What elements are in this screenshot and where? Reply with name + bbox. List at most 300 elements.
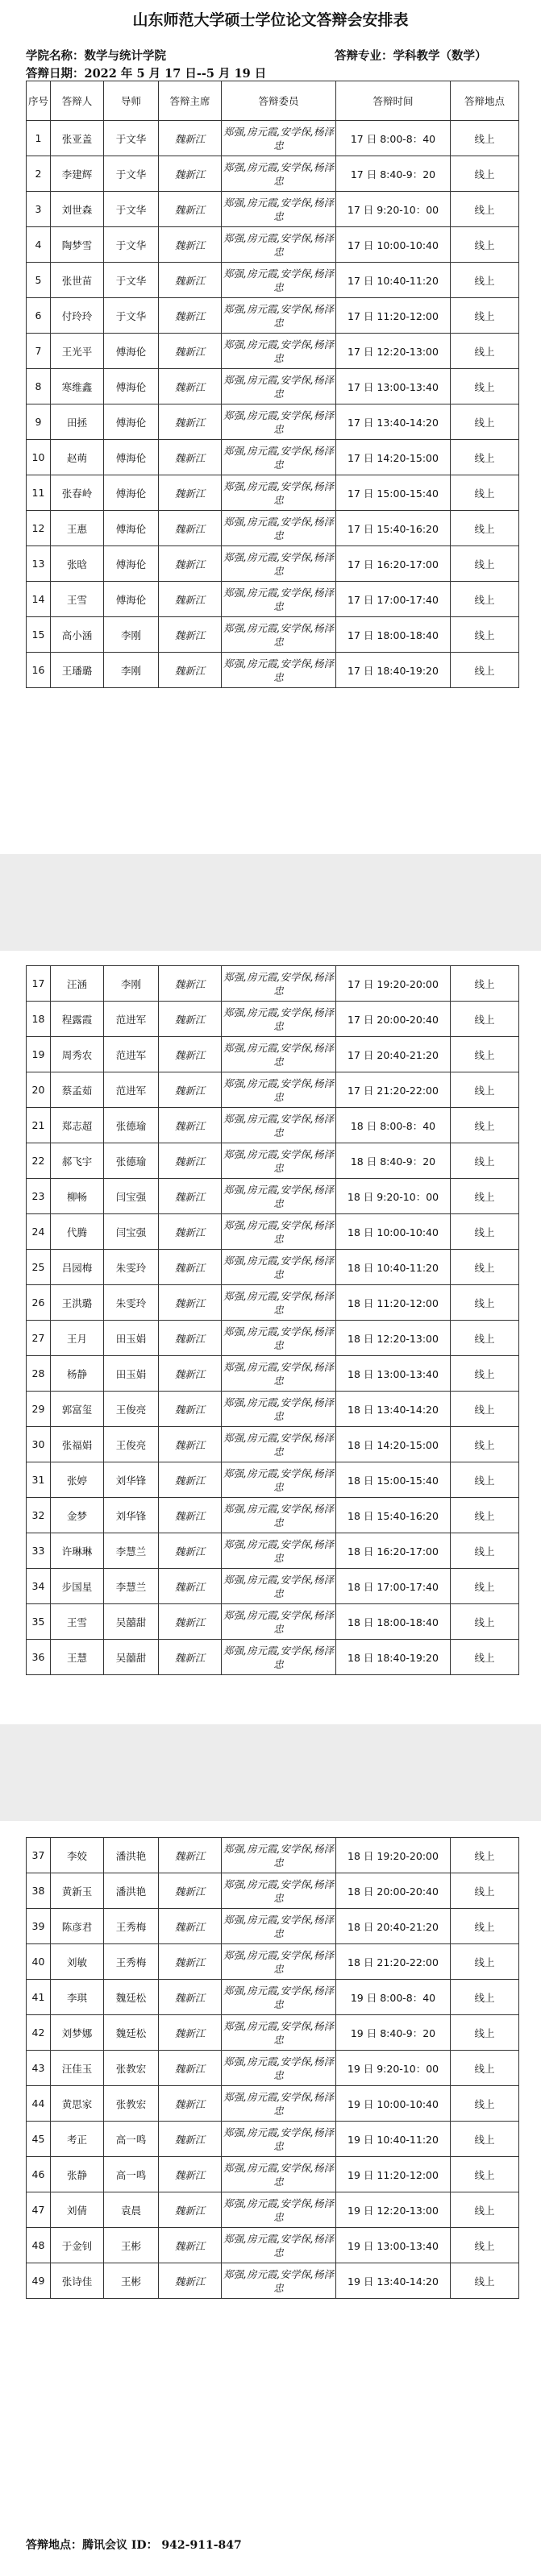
defense-time: 18 日 9:20-10：00: [336, 1179, 451, 1214]
table-row: [27, 263, 519, 298]
defense-place: 线上: [451, 1108, 519, 1143]
chair-name: 魏新江: [159, 2228, 222, 2263]
defense-time: 19 日 13:00-13:40: [336, 2228, 451, 2263]
committee-members: 郑强,房元霞,安学保,杨泽忠: [222, 1604, 336, 1640]
student-name: 王璠璐: [51, 653, 104, 688]
committee-members: 郑强,房元霞,安学保,杨泽忠: [222, 1873, 336, 1909]
defense-time: 17 日 10:40-11:20: [336, 263, 451, 298]
row-number: 49: [27, 2263, 51, 2299]
defense-time: 17 日 15:00-15:40: [336, 475, 451, 511]
defense-place: 线上: [451, 369, 519, 404]
student-name: 赵萌: [51, 440, 104, 475]
committee-members: 郑强,房元霞,安学保,杨泽忠: [222, 2051, 336, 2086]
defense-time: 18 日 17:00-17:40: [336, 1569, 451, 1604]
chair-name: 魏新江: [159, 369, 222, 404]
committee-members: 郑强,房元霞,安学保,杨泽忠: [222, 298, 336, 334]
committee-members: 郑强,房元霞,安学保,杨泽忠: [222, 1002, 336, 1037]
table-row: [27, 440, 519, 475]
student-name: 张静: [51, 2157, 104, 2192]
advisor-name: 张教宏: [104, 2086, 159, 2122]
defense-time: 17 日 9:20-10：00: [336, 192, 451, 227]
committee-members: 郑强,房元霞,安学保,杨泽忠: [222, 1640, 336, 1675]
defense-place: 线上: [451, 227, 519, 263]
row-number: 21: [27, 1108, 51, 1143]
defense-place: 线上: [451, 156, 519, 192]
advisor-name: 傅海伦: [104, 582, 159, 617]
defense-time: 17 日 8:00-8：40: [336, 121, 451, 156]
table-row: [27, 298, 519, 334]
advisor-name: 傅海伦: [104, 440, 159, 475]
defense-place: 线上: [451, 2122, 519, 2157]
defense-place: 线上: [451, 440, 519, 475]
row-number: 43: [27, 2051, 51, 2086]
chair-name: 魏新江: [159, 1214, 222, 1250]
student-name: 陈彦君: [51, 1909, 104, 1944]
defense-time: 17 日 14:20-15:00: [336, 440, 451, 475]
advisor-name: 魏廷松: [104, 2015, 159, 2051]
defense-time: 17 日 10:00-10:40: [336, 227, 451, 263]
chair-name: 魏新江: [159, 1980, 222, 2015]
table-row: [27, 653, 519, 688]
row-number: 32: [27, 1498, 51, 1533]
committee-members: 郑强,房元霞,安学保,杨泽忠: [222, 192, 336, 227]
student-name: 李姣: [51, 1838, 104, 1873]
row-number: 1: [27, 121, 51, 156]
row-number: 27: [27, 1321, 51, 1356]
advisor-name: 潘洪艳: [104, 1838, 159, 1873]
chair-name: 魏新江: [159, 653, 222, 688]
defense-time: 18 日 11:20-12:00: [336, 1285, 451, 1321]
committee-members: 郑强,房元霞,安学保,杨泽忠: [222, 440, 336, 475]
chair-name: 魏新江: [159, 1462, 222, 1498]
advisor-name: 朱雯玲: [104, 1250, 159, 1285]
defense-time: 17 日 18:40-19:20: [336, 653, 451, 688]
student-name: 程露霞: [51, 1002, 104, 1037]
chair-name: 魏新江: [159, 1427, 222, 1462]
row-number: 10: [27, 440, 51, 475]
row-number: 20: [27, 1072, 51, 1108]
table-row: [27, 1002, 519, 1037]
row-number: 44: [27, 2086, 51, 2122]
student-name: 代腾: [51, 1214, 104, 1250]
document-title: 山东师范大学硕士学位论文答辩会安排表: [132, 11, 409, 29]
advisor-name: 王彬: [104, 2263, 159, 2299]
student-name: 柳畅: [51, 1179, 104, 1214]
chair-name: 魏新江: [159, 1909, 222, 1944]
student-name: 张诗佳: [51, 2263, 104, 2299]
committee-members: 郑强,房元霞,安学保,杨泽忠: [222, 2015, 336, 2051]
student-name: 王惠: [51, 511, 104, 546]
table-row: [27, 617, 519, 653]
page-gap: [0, 854, 541, 951]
row-number: 25: [27, 1250, 51, 1285]
row-number: 22: [27, 1143, 51, 1179]
table-row: [27, 1392, 519, 1427]
chair-name: 魏新江: [159, 1143, 222, 1179]
advisor-name: 李刚: [104, 966, 159, 1002]
advisor-name: 傅海伦: [104, 334, 159, 369]
student-name: 王慧: [51, 1640, 104, 1675]
advisor-name: 袁晨: [104, 2192, 159, 2228]
chair-name: 魏新江: [159, 1108, 222, 1143]
defense-time: 17 日 20:40-21:20: [336, 1037, 451, 1072]
row-number: 23: [27, 1179, 51, 1214]
chair-name: 魏新江: [159, 511, 222, 546]
table-row: [27, 1640, 519, 1675]
table-row: [27, 546, 519, 582]
advisor-name: 吴囍甜: [104, 1604, 159, 1640]
student-name: 张婷: [51, 1462, 104, 1498]
student-name: 李琪: [51, 1980, 104, 2015]
student-name: 许琳琳: [51, 1533, 104, 1569]
defense-time: 17 日 17:00-17:40: [336, 582, 451, 617]
table-row: [27, 404, 519, 440]
row-number: 18: [27, 1002, 51, 1037]
advisor-name: 李慧兰: [104, 1569, 159, 1604]
defense-time: 19 日 8:40-9：20: [336, 2015, 451, 2051]
chair-name: 魏新江: [159, 2157, 222, 2192]
table-row: [27, 369, 519, 404]
student-name: 郭富玺: [51, 1392, 104, 1427]
student-name: 杨静: [51, 1356, 104, 1392]
row-number: 14: [27, 582, 51, 617]
defense-place: 线上: [451, 2228, 519, 2263]
row-number: 8: [27, 369, 51, 404]
advisor-name: 张德瑜: [104, 1143, 159, 1179]
committee-members: 郑强,房元霞,安学保,杨泽忠: [222, 404, 336, 440]
defense-time: 18 日 18:40-19:20: [336, 1640, 451, 1675]
committee-members: 郑强,房元霞,安学保,杨泽忠: [222, 1321, 336, 1356]
defense-place: 线上: [451, 1250, 519, 1285]
student-name: 张晗: [51, 546, 104, 582]
defense-place: 线上: [451, 1640, 519, 1675]
defense-place: 线上: [451, 2086, 519, 2122]
defense-time: 19 日 10:00-10:40: [336, 2086, 451, 2122]
table-row: [27, 1356, 519, 1392]
committee-members: 郑强,房元霞,安学保,杨泽忠: [222, 227, 336, 263]
student-name: 金梦: [51, 1498, 104, 1533]
advisor-name: 范进军: [104, 1037, 159, 1072]
chair-name: 魏新江: [159, 1498, 222, 1533]
row-number: 30: [27, 1427, 51, 1462]
advisor-name: 傅海伦: [104, 369, 159, 404]
student-name: 吕园梅: [51, 1250, 104, 1285]
committee-members: 郑强,房元霞,安学保,杨泽忠: [222, 1980, 336, 2015]
student-name: 于金钊: [51, 2228, 104, 2263]
defense-place: 线上: [451, 1321, 519, 1356]
student-name: 刘倩: [51, 2192, 104, 2228]
defense-place: 线上: [451, 1498, 519, 1533]
advisor-name: 闫宝强: [104, 1179, 159, 1214]
row-number: 47: [27, 2192, 51, 2228]
chair-name: 魏新江: [159, 298, 222, 334]
chair-name: 魏新江: [159, 1179, 222, 1214]
chair-name: 魏新江: [159, 1037, 222, 1072]
table-row: [27, 966, 519, 1002]
table-row: [27, 1037, 519, 1072]
committee-members: 郑强,房元霞,安学保,杨泽忠: [222, 2122, 336, 2157]
student-name: 王月: [51, 1321, 104, 1356]
row-number: 17: [27, 966, 51, 1002]
student-name: 刘梦娜: [51, 2015, 104, 2051]
student-name: 黄思家: [51, 2086, 104, 2122]
chair-name: 魏新江: [159, 1944, 222, 1980]
advisor-name: 魏廷松: [104, 1980, 159, 2015]
table-row: [27, 1427, 519, 1462]
header-advisor: 导师: [104, 81, 159, 121]
advisor-name: 范进军: [104, 1072, 159, 1108]
row-number: 13: [27, 546, 51, 582]
chair-name: 魏新江: [159, 334, 222, 369]
defense-place: 线上: [451, 1980, 519, 2015]
advisor-name: 王俊亮: [104, 1427, 159, 1462]
advisor-name: 傅海伦: [104, 475, 159, 511]
table-row: [27, 121, 519, 156]
committee-members: 郑强,房元霞,安学保,杨泽忠: [222, 1214, 336, 1250]
row-number: 3: [27, 192, 51, 227]
student-name: 汪佳玉: [51, 2051, 104, 2086]
table-row: [27, 1980, 519, 2015]
defense-time: 19 日 13:40-14:20: [336, 2263, 451, 2299]
table-row: [27, 2051, 519, 2086]
student-name: 张世苗: [51, 263, 104, 298]
committee-members: 郑强,房元霞,安学保,杨泽忠: [222, 475, 336, 511]
advisor-name: 于文华: [104, 227, 159, 263]
committee-members: 郑强,房元霞,安学保,杨泽忠: [222, 1108, 336, 1143]
defense-time: 18 日 20:00-20:40: [336, 1873, 451, 1909]
row-number: 5: [27, 263, 51, 298]
chair-name: 魏新江: [159, 156, 222, 192]
defense-time: 18 日 15:00-15:40: [336, 1462, 451, 1498]
committee-members: 郑强,房元霞,安学保,杨泽忠: [222, 334, 336, 369]
student-name: 王雪: [51, 1604, 104, 1640]
table-row: [27, 1250, 519, 1285]
committee-members: 郑强,房元霞,安学保,杨泽忠: [222, 1498, 336, 1533]
row-number: 34: [27, 1569, 51, 1604]
defense-place: 线上: [451, 1462, 519, 1498]
chair-name: 魏新江: [159, 121, 222, 156]
chair-name: 魏新江: [159, 546, 222, 582]
chair-name: 魏新江: [159, 2122, 222, 2157]
advisor-name: 王秀梅: [104, 1909, 159, 1944]
table-row: [27, 2192, 519, 2228]
row-number: 45: [27, 2122, 51, 2157]
advisor-name: 王俊亮: [104, 1392, 159, 1427]
defense-time: 17 日 19:20-20:00: [336, 966, 451, 1002]
chair-name: 魏新江: [159, 404, 222, 440]
row-number: 42: [27, 2015, 51, 2051]
student-name: 王洪璐: [51, 1285, 104, 1321]
defense-time: 17 日 11:20-12:00: [336, 298, 451, 334]
committee-members: 郑强,房元霞,安学保,杨泽忠: [222, 617, 336, 653]
table-row: [27, 1143, 519, 1179]
student-name: 李建辉: [51, 156, 104, 192]
defense-date: 答辩日期：2022 年 5 月 17 日--5 月 19 日: [26, 67, 267, 81]
advisor-name: 刘华锋: [104, 1498, 159, 1533]
schedule-table-page-2: [26, 965, 519, 1675]
committee-members: 郑强,房元霞,安学保,杨泽忠: [222, 546, 336, 582]
defense-time: 18 日 19:20-20:00: [336, 1838, 451, 1873]
committee-members: 郑强,房元霞,安学保,杨泽忠: [222, 1838, 336, 1873]
row-number: 37: [27, 1838, 51, 1873]
defense-place: 线上: [451, 1533, 519, 1569]
advisor-name: 于文华: [104, 192, 159, 227]
committee-members: 郑强,房元霞,安学保,杨泽忠: [222, 1944, 336, 1980]
defense-place: 线上: [451, 2263, 519, 2299]
student-name: 汪涵: [51, 966, 104, 1002]
advisor-name: 张教宏: [104, 2051, 159, 2086]
defense-time: 17 日 12:20-13:00: [336, 334, 451, 369]
student-name: 寒维鑫: [51, 369, 104, 404]
defense-major: 答辩专业：学科教学（数学）: [335, 49, 487, 63]
table-row: [27, 1604, 519, 1640]
committee-members: 郑强,房元霞,安学保,杨泽忠: [222, 966, 336, 1002]
advisor-name: 田玉娟: [104, 1356, 159, 1392]
defense-place: 线上: [451, 511, 519, 546]
committee-members: 郑强,房元霞,安学保,杨泽忠: [222, 156, 336, 192]
row-number: 24: [27, 1214, 51, 1250]
advisor-name: 于文华: [104, 121, 159, 156]
defense-time: 18 日 13:40-14:20: [336, 1392, 451, 1427]
chair-name: 魏新江: [159, 1321, 222, 1356]
defense-place: 线上: [451, 2015, 519, 2051]
table-row: [27, 1498, 519, 1533]
chair-name: 魏新江: [159, 192, 222, 227]
table-row: [27, 1533, 519, 1569]
row-number: 26: [27, 1285, 51, 1321]
defense-time: 17 日 13:40-14:20: [336, 404, 451, 440]
advisor-name: 于文华: [104, 156, 159, 192]
defense-time: 19 日 11:20-12:00: [336, 2157, 451, 2192]
table-row: [27, 1944, 519, 1980]
defense-time: 19 日 12:20-13:00: [336, 2192, 451, 2228]
college-name: 学院名称：数学与统计学院: [26, 49, 166, 63]
chair-name: 魏新江: [159, 1072, 222, 1108]
defense-time: 18 日 21:20-22:00: [336, 1944, 451, 1980]
meeting-location-note: 答辩地点：腾讯会议 ID： 942-911-847: [26, 2539, 242, 2552]
defense-place: 线上: [451, 1838, 519, 1873]
header-chair: 答辩主席: [159, 81, 222, 121]
header-student: 答辩人: [51, 81, 104, 121]
student-name: 陶梦雪: [51, 227, 104, 263]
chair-name: 魏新江: [159, 440, 222, 475]
advisor-name: 高一鸣: [104, 2122, 159, 2157]
defense-place: 线上: [451, 121, 519, 156]
header-number: 序号: [27, 81, 51, 121]
header-members: 答辩委员: [222, 81, 336, 121]
table-row: [27, 1214, 519, 1250]
committee-members: 郑强,房元霞,安学保,杨泽忠: [222, 1427, 336, 1462]
defense-place: 线上: [451, 1392, 519, 1427]
student-name: 刘世森: [51, 192, 104, 227]
advisor-name: 于文华: [104, 298, 159, 334]
committee-members: 郑强,房元霞,安学保,杨泽忠: [222, 1250, 336, 1285]
chair-name: 魏新江: [159, 2015, 222, 2051]
defense-time: 17 日 13:00-13:40: [336, 369, 451, 404]
student-name: 张亚盖: [51, 121, 104, 156]
defense-time: 18 日 8:40-9：20: [336, 1143, 451, 1179]
defense-time: 18 日 20:40-21:20: [336, 1909, 451, 1944]
defense-place: 线上: [451, 1604, 519, 1640]
advisor-name: 潘洪艳: [104, 1873, 159, 1909]
student-name: 张春岭: [51, 475, 104, 511]
committee-members: 郑强,房元霞,安学保,杨泽忠: [222, 1533, 336, 1569]
chair-name: 魏新江: [159, 617, 222, 653]
student-name: 周秀农: [51, 1037, 104, 1072]
student-name: 步国星: [51, 1569, 104, 1604]
chair-name: 魏新江: [159, 2263, 222, 2299]
chair-name: 魏新江: [159, 1569, 222, 1604]
defense-time: 18 日 16:20-17:00: [336, 1533, 451, 1569]
committee-members: 郑强,房元霞,安学保,杨泽忠: [222, 2157, 336, 2192]
committee-members: 郑强,房元霞,安学保,杨泽忠: [222, 1179, 336, 1214]
student-name: 考正: [51, 2122, 104, 2157]
advisor-name: 田玉娟: [104, 1321, 159, 1356]
table-row: [27, 2263, 519, 2299]
header-time: 答辩时间: [336, 81, 451, 121]
defense-time: 17 日 21:20-22:00: [336, 1072, 451, 1108]
row-number: 28: [27, 1356, 51, 1392]
advisor-name: 闫宝强: [104, 1214, 159, 1250]
table-row: [27, 2015, 519, 2051]
chair-name: 魏新江: [159, 1392, 222, 1427]
chair-name: 魏新江: [159, 2086, 222, 2122]
defense-time: 17 日 8:40-9：20: [336, 156, 451, 192]
advisor-name: 吴囍甜: [104, 1640, 159, 1675]
table-row: [27, 192, 519, 227]
defense-place: 线上: [451, 1944, 519, 1980]
row-number: 11: [27, 475, 51, 511]
row-number: 39: [27, 1909, 51, 1944]
defense-place: 线上: [451, 1072, 519, 1108]
schedule-table-page-1: [26, 81, 519, 688]
table-row: [27, 511, 519, 546]
chair-name: 魏新江: [159, 1640, 222, 1675]
defense-time: 19 日 8:00-8：40: [336, 1980, 451, 2015]
advisor-name: 李刚: [104, 617, 159, 653]
defense-time: 18 日 18:00-18:40: [336, 1604, 451, 1640]
defense-time: 18 日 14:20-15:00: [336, 1427, 451, 1462]
chair-name: 魏新江: [159, 1873, 222, 1909]
header-place: 答辩地点: [451, 81, 519, 121]
row-number: 48: [27, 2228, 51, 2263]
committee-members: 郑强,房元霞,安学保,杨泽忠: [222, 2228, 336, 2263]
row-number: 29: [27, 1392, 51, 1427]
advisor-name: 傅海伦: [104, 546, 159, 582]
page-gap: [0, 1724, 541, 1821]
committee-members: 郑强,房元霞,安学保,杨泽忠: [222, 2086, 336, 2122]
defense-place: 线上: [451, 1285, 519, 1321]
defense-place: 线上: [451, 1037, 519, 1072]
advisor-name: 王秀梅: [104, 1944, 159, 1980]
defense-time: 17 日 20:00-20:40: [336, 1002, 451, 1037]
defense-place: 线上: [451, 653, 519, 688]
table-row: [27, 1569, 519, 1604]
committee-members: 郑强,房元霞,安学保,杨泽忠: [222, 2263, 336, 2299]
student-name: 付玲玲: [51, 298, 104, 334]
committee-members: 郑强,房元霞,安学保,杨泽忠: [222, 1356, 336, 1392]
committee-members: 郑强,房元霞,安学保,杨泽忠: [222, 1909, 336, 1944]
table-row: [27, 2228, 519, 2263]
defense-place: 线上: [451, 1179, 519, 1214]
row-number: 46: [27, 2157, 51, 2192]
row-number: 36: [27, 1640, 51, 1675]
chair-name: 魏新江: [159, 2192, 222, 2228]
chair-name: 魏新江: [159, 263, 222, 298]
committee-members: 郑强,房元霞,安学保,杨泽忠: [222, 1285, 336, 1321]
chair-name: 魏新江: [159, 1838, 222, 1873]
committee-members: 郑强,房元霞,安学保,杨泽忠: [222, 1569, 336, 1604]
